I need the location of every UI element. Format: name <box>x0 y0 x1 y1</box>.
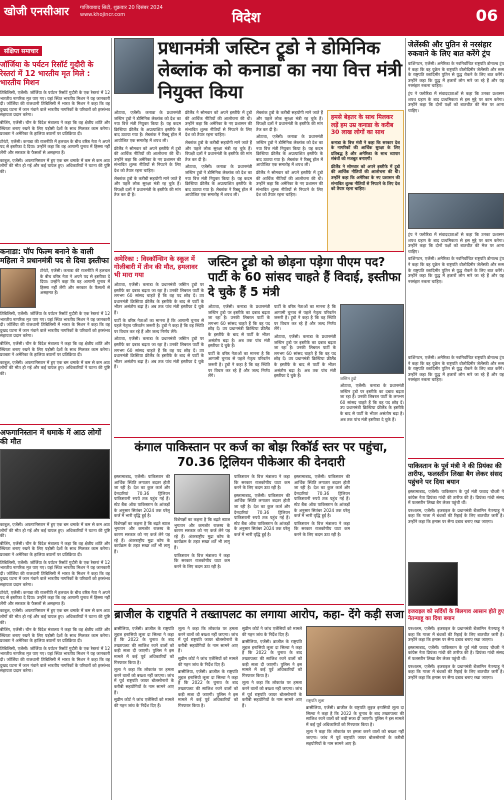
brazil-body-col-3: सुप्रीम कोर्ट ने जांच एजेंसियों को मामले की गहन जांच के निर्देश दिए हैं। ब्रासीलिया, एजेंसी। ब्राजील के राष्ट्रपति लुइज इनासियो लूला दा सिल्वा ने कहा है कि 2022 के चुनाव के बाद तख्तापलट की साजिश रचने वालों को कड़ी सजा दी जाएगी। पुलिस ने इस मामले में कई पूर्व अधिकारियों को गिरफ्तार किया है। लूला ने कहा कि लोकतंत्र पर हमला करने वालों को बख्शा नहीं जाएगा। जांच में पूर्व राष्ट्रपति जायर बोलसोनारो के करीबी सहयोगियों के नाम सामने आए हैं। <box>242 626 302 708</box>
right-story-3-title: पाकिस्तान के पूर्व मंत्री ने की प्रियंका की तारीफ, फलस्तीन लिखा बैग लेकर संसद पहुंचने पर दिया बयान <box>408 462 503 486</box>
trudeau-headline: जस्टिन ट्रूडो को छोड़ना पड़ेगा पीएम पद? पार्टी के 60 सांसद चाहते हैं विदाई, इस्तीफा दे चुके हैं 5 मंत्री <box>208 255 401 299</box>
trudeau-body-col-2: पार्टी के वरिष्ठ नेताओं का मानना है कि आगामी चुनाव से पहले नेतृत्व परिवर्तन जरूरी है। ट्रूडो ने कहा है कि वह स्थिति पर विचार कर रहे हैं और जल्द निर्णय लेंगे। ओटावा, एजेंसी। कनाडा के प्रधानमंत्री जस्टिन ट्रूडो पर इस्तीफे का दबाव बढ़ता जा रहा है। उनकी लिबरल पार्टी के लगभग 60 सांसद चाहते हैं कि वह पद छोड़ दें। उप प्रधानमंत्री क्रिस्टिया फ्रीलैंड के इस्तीफे के बाद से पार्टी के भीतर असंतोष बढ़ा है। अब तक पांच मंत्री इस्तीफा दे चुके हैं। <box>274 304 336 379</box>
divider <box>114 437 404 438</box>
right-story-2-caption: इजराइल को सर्दियों के बिलगाव आसान होते हुए नेतन्याहू का दिया बयान <box>408 609 504 622</box>
quote-body: कनाडा के वित्त मंत्री ने कहा कि सरकार देश के नागरिकों की आर्थिक सुरक्षा के लिए प्रतिबद्ध है और अमेरिका के साथ व्यापार संबंधों को मजबूत बनाएगी। फ्रीलैंड ने सोमवार को अपने इस्तीफे में ट्रूडो की आर्थिक नीतियों की आलोचना की थी। उन्होंने कहा कि अमेरिका के नए प्रशासन की संभावित शुल्क नीतियों से निपटने के लिए देश को तैयार रहना चाहिए। <box>331 139 400 192</box>
brazil-body-col-1: ब्रासीलिया, एजेंसी। ब्राजील के राष्ट्रपति लुइज इनासियो लूला दा सिल्वा ने कहा है कि 2022 के चुनाव के बाद तख्तापलट की साजिश रचने वालों को कड़ी सजा दी जाएगी। पुलिस ने इस मामले में कई पूर्व अधिकारियों को गिरफ्तार किया है। लूला ने कहा कि लोकतंत्र पर हमला करने वालों को बख्शा नहीं जाएगा। जांच में पूर्व राष्ट्रपति जायर बोलसोनारो के करीबी सहयोगियों के नाम सामने आए हैं। सुप्रीम कोर्ट ने जांच एजेंसियों को मामले की गहन जांच के निर्देश दिए हैं। <box>114 626 174 708</box>
lula-photo <box>306 626 404 696</box>
brazil-story <box>114 608 404 800</box>
column-rule <box>405 38 406 800</box>
left-story-2-photo: टोरंटो, एजेंसी। कनाडा की राजनीति में हलचल के बीच वरिष्ठ नेता ने अपने पद से इस्तीफा दे दिया। उन्होंने कहा कि वह आगामी चुनाव में हिस्सा नहीं लेंगी और सरकार के फैसलों से असहमत हैं। <box>0 268 110 308</box>
left-story-2-body: तिबिलिसी, एजेंसी। जॉर्जिया के पर्यटन रिसॉर्ट गुदौरी के एक रेस्तरां में 12 भारतीय नागरिक मृत पाए गए। यहां स्थित भारतीय मिशन ने यह जानकारी दी। जॉर्जिया की राजधानी तिबिलिसी में भारत के मिशन ने कहा कि वह दुखद घटना में जान गंवाने वाले भारतीय नागरिकों के परिवारों को हरसंभव सहायता प्रदान करेगा। बीजिंग, एजेंसी। चीन के विदेश मंत्रालय ने कहा कि वह क्षेत्रीय शांति और स्थिरता बनाए रखने के लिए पड़ोसी देशों के साथ मिलकर काम करेगा। प्रवक्ता ने अमेरिका के हालिया बयानों पर प्रतिक्रिया दी। काबुल, एजेंसी। अफगानिस्तान में हुए एक बम धमाके में कम से कम आठ लोगों की मौत हो गई और कई घायल हुए। अधिकारियों ने घटना की पुष्टि की। <box>0 311 110 376</box>
right-story-1-body-a: वाशिंगटन, एजेंसी। अमेरिका के नवनिर्वाचित राष्ट्रपति डोनाल्ड ट्रंप ने कहा कि वह यूक्रेन के राष्ट्रपति वोलोदिमीर जेलेंस्की और रूस के राष्ट्रपति व्लादिमीर पुतिन से युद्ध रोकने के लिए बात करेंगे। उन्होंने कहा कि युद्ध में हजारों लोग मारे जा रहे हैं और यह नरसंहार रुकना चाहिए। ट्रंप ने फ्लोरिडा में संवाददाताओं से कहा कि उनका प्रशासन शपथ ग्रहण के बाद प्राथमिकता से इस मुद्दे पर काम करेगा। उन्होंने कहा कि दोनों पक्षों को बातचीत की मेज पर आना चाहिए। <box>408 61 504 113</box>
lead-headline: प्रधानमंत्री जस्टिन ट्रूडो ने डोमिनिक लेब्लांक को कनाडा का नया वित्त मंत्री नियुक्त किया <box>158 38 403 103</box>
pakistan-debt-story <box>114 440 408 600</box>
right-story-1-title: जेलेंस्की और पुतिन से नरसंहार रुकवाने के लिए बात करेंगे ट्रंप <box>408 40 492 58</box>
trudeau-portrait-photo <box>340 304 404 374</box>
left-story-2-title: कनाडा: पॉप फिल्म बनाने के वाली महिला ने प्रधानमंत्री पद से दिया इस्तीफा <box>0 247 109 265</box>
lead-body-col-3: लेब्लांक ट्रूडो के करीबी सहयोगी माने जाते हैं और पहले लोक सुरक्षा मंत्री रह चुके हैं। विपक्षी दलों ने प्रधानमंत्री के इस्तीफे की मांग तेज कर दी है। ओटावा, एजेंसी। कनाडा के प्रधानमंत्री जस्टिन ट्रूडो ने डोमिनिक लेब्लांक को देश का नया वित्त मंत्री नियुक्त किया है। यह कदम क्रिस्टिया फ्रीलैंड के अप्रत्याशित इस्तीफे के बाद उठाया गया है। लेब्लांक ने रिड्यू हॉल में आयोजित एक समारोह में शपथ ली। फ्रीलैंड ने सोमवार को अपने इस्तीफे में ट्रूडो की आर्थिक नीतियों की आलोचना की थी। उन्होंने कहा कि अमेरिका के नए प्रशासन की संभावित शुल्क नीतियों से निपटने के लिए देश को तैयार रहना चाहिए। <box>256 110 323 198</box>
brazil-headline: ब्राजील के राष्ट्रपति ने तख्तापलट का लगाया आरोप, कहा- देंगे कड़ी सजा <box>114 608 404 621</box>
putin-photo <box>408 193 504 229</box>
divider <box>408 458 504 459</box>
dateline: गाजियाबाद सिटी, शुक्रवार 20 दिसंबर 2024 www.khojincr.com <box>80 5 163 18</box>
blast-photo <box>0 449 110 519</box>
trudeau-body-col-1: ओटावा, एजेंसी। कनाडा के प्रधानमंत्री जस्टिन ट्रूडो पर इस्तीफे का दबाव बढ़ता जा रहा है। उनकी लिबरल पार्टी के लगभग 60 सांसद चाहते हैं कि वह पद छोड़ दें। उप प्रधानमंत्री क्रिस्टिया फ्रीलैंड के इस्तीफे के बाद से पार्टी के भीतर असंतोष बढ़ा है। अब तक पांच मंत्री इस्तीफा दे चुके हैं। पार्टी के वरिष्ठ नेताओं का मानना है कि आगामी चुनाव से पहले नेतृत्व परिवर्तन जरूरी है। ट्रूडो ने कहा है कि वह स्थिति पर विचार कर रहे हैं और जल्द निर्णय लेंगे। <box>208 304 270 379</box>
portrait-photo <box>0 268 36 308</box>
right-story-2-body: यरुशलम, एजेंसी। इजराइल के प्रधानमंत्री बेंजामिन नेतन्याहू ने कहा कि गाजा में बंधकों की रिहाई के लिए बातचीत जारी है। उन्होंने कहा कि हमास पर सैन्य दबाव बनाए रखा जाएगा। इस्लामाबाद, एजेंसी। पाकिस्तान के पूर्व मंत्री फवाद चौधरी ने कांग्रेस नेता प्रियंका गांधी की तारीफ की है। प्रियंका गांधी संसद में फलस्तीन लिखा बैग लेकर पहुंची थीं। यरुशलम, एजेंसी। इजराइल के प्रधानमंत्री बेंजामिन नेतन्याहू ने कहा कि गाजा में बंधकों की रिहाई के लिए बातचीत जारी है। उन्होंने कहा कि हमास पर सैन्य दबाव बनाए रखा जाएगा। <box>408 626 504 680</box>
trudeau-photo-caption: जस्टिन ट्रूडो <box>340 376 357 381</box>
right-column <box>408 38 504 800</box>
pakistan-body-col-2: विशेषज्ञों का कहना है कि बढ़ते ब्याज भुगतान और कमजोर राजस्व के कारण सरकार को नए कर्ज लेने पड़ रहे हैं। अंतरराष्ट्रीय मुद्रा कोष के कार्यक्रम के तहत सख्त शर्तें भी लागू हैं। पाकिस्तान के वित्त मंत्रालय ने कहा कि सरकार राजकोषीय घाटा कम करने के लिए कदम उठा रही है। <box>174 517 230 569</box>
lead-story <box>114 38 404 248</box>
masthead <box>0 0 504 36</box>
divider <box>0 424 110 425</box>
trudeau-story <box>114 255 404 435</box>
divider <box>0 243 110 244</box>
section-title: विदेश <box>232 10 261 26</box>
left-story-3-body: काबुल, एजेंसी। अफगानिस्तान में हुए एक बम धमाके में कम से कम आठ लोगों की मौत हो गई और कई घायल हुए। अधिकारियों ने घटना की पुष्टि की। बीजिंग, एजेंसी। चीन के विदेश मंत्रालय ने कहा कि वह क्षेत्रीय शांति और स्थिरता बनाए रखने के लिए पड़ोसी देशों के साथ मिलकर काम करेगा। प्रवक्ता ने अमेरिका के हालिया बयानों पर प्रतिक्रिया दी। तिबिलिसी, एजेंसी। जॉर्जिया के पर्यटन रिसॉर्ट गुदौरी के एक रेस्तरां में 12 भारतीय नागरिक मृत पाए गए। यहां स्थित भारतीय मिशन ने यह जानकारी दी। जॉर्जिया की राजधानी तिबिलिसी में भारत के मिशन ने कहा कि वह दुखद घटना में जान गंवाने वाले भारतीय नागरिकों के परिवारों को हरसंभव सहायता प्रदान करेगा। टोरंटो, एजेंसी। कनाडा की राजनीति में हलचल के बीच वरिष्ठ नेता ने अपने पद से इस्तीफा दे दिया। उन्होंने कहा कि वह आगामी चुनाव में हिस्सा नहीं लेंगी और सरकार के फैसलों से असहमत हैं। काबुल, एजेंसी। अफगानिस्तान में हुए एक बम धमाके में कम से कम आठ लोगों की मौत हो गई और कई घायल हुए। अधिकारियों ने घटना की पुष्टि की। बीजिंग, एजेंसी। चीन के विदेश मंत्रालय ने कहा कि वह क्षेत्रीय शांति और स्थिरता बनाए रखने के लिए पड़ोसी देशों के साथ मिलकर काम करेगा। प्रवक्ता ने अमेरिका के हालिया बयानों पर प्रतिक्रिया दी। तिबिलिसी, एजेंसी। जॉर्जिया के पर्यटन रिसॉर्ट गुदौरी के एक रेस्तरां में 12 भारतीय नागरिक मृत पाए गए। यहां स्थित भारतीय मिशन ने यह जानकारी दी। जॉर्जिया की राजधानी तिबिलिसी में भारत के मिशन ने कहा कि वह दुखद घटना में जान गंवाने वाले भारतीय नागरिकों के परिवारों को हरसंभव सहायता प्रदान करेगा। <box>0 522 110 674</box>
brazil-body-col-2: लूला ने कहा कि लोकतंत्र पर हमला करने वालों को बख्शा नहीं जाएगा। जांच में पूर्व राष्ट्रपति जायर बोलसोनारो के करीबी सहयोगियों के नाम सामने आए हैं। सुप्रीम कोर्ट ने जांच एजेंसियों को मामले की गहन जांच के निर्देश दिए हैं। ब्रासीलिया, एजेंसी। ब्राजील के राष्ट्रपति लुइज इनासियो लूला दा सिल्वा ने कहा है कि 2022 के चुनाव के बाद तख्तापलट की साजिश रचने वालों को कड़ी सजा दी जाएगी। पुलिस ने इस मामले में कई पूर्व अधिकारियों को गिरफ्तार किया है। <box>178 626 238 708</box>
right-story-1-body-c: वाशिंगटन, एजेंसी। अमेरिका के नवनिर्वाचित राष्ट्रपति डोनाल्ड ट्रंप ने कहा कि वह यूक्रेन के राष्ट्रपति वोलोदिमीर जेलेंस्की और रूस के राष्ट्रपति व्लादिमीर पुतिन से युद्ध रोकने के लिए बात करेंगे। उन्होंने कहा कि युद्ध में हजारों लोग मारे जा रहे हैं और यह नरसंहार रुकना चाहिए। <box>408 355 504 383</box>
lead-body-col-1: ओटावा, एजेंसी। कनाडा के प्रधानमंत्री जस्टिन ट्रूडो ने डोमिनिक लेब्लांक को देश का नया वित्त मंत्री नियुक्त किया है। यह कदम क्रिस्टिया फ्रीलैंड के अप्रत्याशित इस्तीफे के बाद उठाया गया है। लेब्लांक ने रिड्यू हॉल में आयोजित एक समारोह में शपथ ली। फ्रीलैंड ने सोमवार को अपने इस्तीफे में ट्रूडो की आर्थिक नीतियों की आलोचना की थी। उन्होंने कहा कि अमेरिका के नए प्रशासन की संभावित शुल्क नीतियों से निपटने के लिए देश को तैयार रहना चाहिए। लेब्लांक ट्रूडो के करीबी सहयोगी माने जाते हैं और पहले लोक सुरक्षा मंत्री रह चुके हैं। विपक्षी दलों ने प्रधानमंत्री के इस्तीफे की मांग तेज कर दी है। <box>114 110 181 198</box>
us-school-kicker: अमेरिका : विस्कॉन्सिन के स्कूल में गोलीबारी में तीन की मौत, हमलावर भी मारा गया <box>114 255 198 279</box>
brazil-body-col-4: ब्रासीलिया, एजेंसी। ब्राजील के राष्ट्रपति लुइज इनासियो लूला दा सिल्वा ने कहा है कि 2022 के चुनाव के बाद तख्तापलट की साजिश रचने वालों को कड़ी सजा दी जाएगी। पुलिस ने इस मामले में कई पूर्व अधिकारियों को गिरफ्तार किया है। लूला ने कहा कि लोकतंत्र पर हमला करने वालों को बख्शा नहीं जाएगा। जांच में पूर्व राष्ट्रपति जायर बोलसोनारो के करीबी सहयोगियों के नाम सामने आए हैं। <box>306 705 404 746</box>
us-school-body: ओटावा, एजेंसी। कनाडा के प्रधानमंत्री जस्टिन ट्रूडो पर इस्तीफे का दबाव बढ़ता जा रहा है। उनकी लिबरल पार्टी के लगभग 60 सांसद चाहते हैं कि वह पद छोड़ दें। उप प्रधानमंत्री क्रिस्टिया फ्रीलैंड के इस्तीफे के बाद से पार्टी के भीतर असंतोष बढ़ा है। अब तक पांच मंत्री इस्तीफा दे चुके हैं। पार्टी के वरिष्ठ नेताओं का मानना है कि आगामी चुनाव से पहले नेतृत्व परिवर्तन जरूरी है। ट्रूडो ने कहा है कि वह स्थिति पर विचार कर रहे हैं और जल्द निर्णय लेंगे। ओटावा, एजेंसी। कनाडा के प्रधानमंत्री जस्टिन ट्रूडो पर इस्तीफे का दबाव बढ़ता जा रहा है। उनकी लिबरल पार्टी के लगभग 60 सांसद चाहते हैं कि वह पद छोड़ दें। उप प्रधानमंत्री क्रिस्टिया फ्रीलैंड के इस्तीफे के बाद से पार्टी के भीतर असंतोष बढ़ा है। अब तक पांच मंत्री इस्तीफा दे चुके हैं। <box>114 282 204 370</box>
right-story-3-body: इस्लामाबाद, एजेंसी। पाकिस्तान के पूर्व मंत्री फवाद चौधरी ने कांग्रेस नेता प्रियंका गांधी की तारीफ की है। प्रियंका गांधी संसद में फलस्तीन लिखा बैग लेकर पहुंची थीं। यरुशलम, एजेंसी। इजराइल के प्रधानमंत्री बेंजामिन नेतन्याहू ने कहा कि गाजा में बंधकों की रिहाई के लिए बातचीत जारी है। उन्होंने कहा कि हमास पर सैन्य दबाव बनाए रखा जाएगा। <box>408 489 504 524</box>
page-number: 06 <box>475 6 498 25</box>
lula-photo-caption: राष्ट्रपति लूला <box>306 698 325 703</box>
netanyahu-photo <box>408 562 458 606</box>
divider <box>114 604 404 605</box>
trudeau-body-col-3: ओटावा, एजेंसी। कनाडा के प्रधानमंत्री जस्टिन ट्रूडो पर इस्तीफे का दबाव बढ़ता जा रहा है। उनकी लिबरल पार्टी के लगभग 60 सांसद चाहते हैं कि वह पद छोड़ दें। उप प्रधानमंत्री क्रिस्टिया फ्रीलैंड के इस्तीफे के बाद से पार्टी के भीतर असंतोष बढ़ा है। अब तक पांच मंत्री इस्तीफा दे चुके हैं। <box>340 383 404 422</box>
newspaper-brand: खोजी एनसीआर <box>4 5 69 18</box>
divider <box>114 251 404 252</box>
pakistan-headline: कंगाल पाकिस्तान पर कर्ज का बोझ रिकॉर्ड स्तर पर पहुंचा, 70.36 ट्रिलियन पीकेआर की देनदारी <box>134 440 388 469</box>
pakistan-body-col-3: पाकिस्तान के वित्त मंत्रालय ने कहा कि सरकार राजकोषीय घाटा कम करने के लिए कदम उठा रही है। इस्लामाबाद, एजेंसी। पाकिस्तान की आर्थिक स्थिति लगातार बदतर होती जा रही है। देश का कुल कर्ज और देनदारियां 70.36 ट्रिलियन पाकिस्तानी रुपये तक पहुंच गई हैं। स्टेट बैंक ऑफ पाकिस्तान के आंकड़ों के अनुसार सितंबर 2024 तक घरेलू कर्ज में भारी वृद्धि हुई है। <box>234 474 290 537</box>
column-rule <box>111 38 112 800</box>
pakistan-body-col-1: इस्लामाबाद, एजेंसी। पाकिस्तान की आर्थिक स्थिति लगातार बदतर होती जा रही है। देश का कुल कर्ज और देनदारियां 70.36 ट्रिलियन पाकिस्तानी रुपये तक पहुंच गई हैं। स्टेट बैंक ऑफ पाकिस्तान के आंकड़ों के अनुसार सितंबर 2024 तक घरेलू कर्ज में भारी वृद्धि हुई है। विशेषज्ञों का कहना है कि बढ़ते ब्याज भुगतान और कमजोर राजस्व के कारण सरकार को नए कर्ज लेने पड़ रहे हैं। अंतरराष्ट्रीय मुद्रा कोष के कार्यक्रम के तहत सख्त शर्तें भी लागू हैं। <box>114 474 170 554</box>
brief-news-tag: संक्षिप्त समाचार <box>0 46 42 56</box>
right-story-1-body-b: ट्रंप ने फ्लोरिडा में संवाददाताओं से कहा कि उनका प्रशासन शपथ ग्रहण के बाद प्राथमिकता से इस मुद्दे पर काम करेगा। उन्होंने कहा कि दोनों पक्षों को बातचीत की मेज पर आना चाहिए। वाशिंगटन, एजेंसी। अमेरिका के नवनिर्वाचित राष्ट्रपति डोनाल्ड ट्रंप ने कहा कि वह यूक्रेन के राष्ट्रपति वोलोदिमीर जेलेंस्की और रूस के राष्ट्रपति व्लादिमीर पुतिन से युद्ध रोकने के लिए बात करेंगे। उन्होंने कहा कि युद्ध में हजारों लोग मारे जा रहे हैं और यह नरसंहार रुकना चाहिए। <box>408 232 504 284</box>
left-column <box>0 38 110 800</box>
left-story-1-body: तिबिलिसी, एजेंसी। जॉर्जिया के पर्यटन रिसॉर्ट गुदौरी के एक रेस्तरां में 12 भारतीय नागरिक मृत पाए गए। यहां स्थित भारतीय मिशन ने यह जानकारी दी। जॉर्जिया की राजधानी तिबिलिसी में भारत के मिशन ने कहा कि वह दुखद घटना में जान गंवाने वाले भारतीय नागरिकों के परिवारों को हरसंभव सहायता प्रदान करेगा। बीजिंग, एजेंसी। चीन के विदेश मंत्रालय ने कहा कि वह क्षेत्रीय शांति और स्थिरता बनाए रखने के लिए पड़ोसी देशों के साथ मिलकर काम करेगा। प्रवक्ता ने अमेरिका के हालिया बयानों पर प्रतिक्रिया दी। टोरंटो, एजेंसी। कनाडा की राजनीति में हलचल के बीच वरिष्ठ नेता ने अपने पद से इस्तीफा दे दिया। उन्होंने कहा कि वह आगामी चुनाव में हिस्सा नहीं लेंगी और सरकार के फैसलों से असहमत हैं। काबुल, एजेंसी। अफगानिस्तान में हुए एक बम धमाके में कम से कम आठ लोगों की मौत हो गई और कई घायल हुए। अधिकारियों ने घटना की पुष्टि की। <box>0 90 110 174</box>
quote-headline: हमसे बेहतर के साथ मिलकर लड़ें हम उम्र कनाडा के करीब 30 लाख लोगों का साथ <box>331 114 394 136</box>
lead-quote-box <box>327 110 404 252</box>
left-story-3-title: अफगानिस्तान में धमाके में आठ लोगों की मौत <box>0 428 102 446</box>
currency-photo <box>174 474 230 514</box>
left-story-1-title: जॉर्जिया के पर्यटन रिसॉर्ट गुदौरी के रेस्तरां में 12 भारतीय मृत मिले : भारतीय मिशन <box>0 60 94 87</box>
pakistan-body-col-4: इस्लामाबाद, एजेंसी। पाकिस्तान की आर्थिक स्थिति लगातार बदतर होती जा रही है। देश का कुल कर्ज और देनदारियां 70.36 ट्रिलियन पाकिस्तानी रुपये तक पहुंच गई हैं। स्टेट बैंक ऑफ पाकिस्तान के आंकड़ों के अनुसार सितंबर 2024 तक घरेलू कर्ज में भारी वृद्धि हुई है। पाकिस्तान के वित्त मंत्रालय ने कहा कि सरकार राजकोषीय घाटा कम करने के लिए कदम उठा रही है। <box>294 474 350 537</box>
lead-body-col-2: फ्रीलैंड ने सोमवार को अपने इस्तीफे में ट्रूडो की आर्थिक नीतियों की आलोचना की थी। उन्होंने कहा कि अमेरिका के नए प्रशासन की संभावित शुल्क नीतियों से निपटने के लिए देश को तैयार रहना चाहिए। लेब्लांक ट्रूडो के करीबी सहयोगी माने जाते हैं और पहले लोक सुरक्षा मंत्री रह चुके हैं। विपक्षी दलों ने प्रधानमंत्री के इस्तीफे की मांग तेज कर दी है। ओटावा, एजेंसी। कनाडा के प्रधानमंत्री जस्टिन ट्रूडो ने डोमिनिक लेब्लांक को देश का नया वित्त मंत्री नियुक्त किया है। यह कदम क्रिस्टिया फ्रीलैंड के अप्रत्याशित इस्तीफे के बाद उठाया गया है। लेब्लांक ने रिड्यू हॉल में आयोजित एक समारोह में शपथ ली। <box>185 110 252 198</box>
trudeau-photo <box>114 38 154 94</box>
